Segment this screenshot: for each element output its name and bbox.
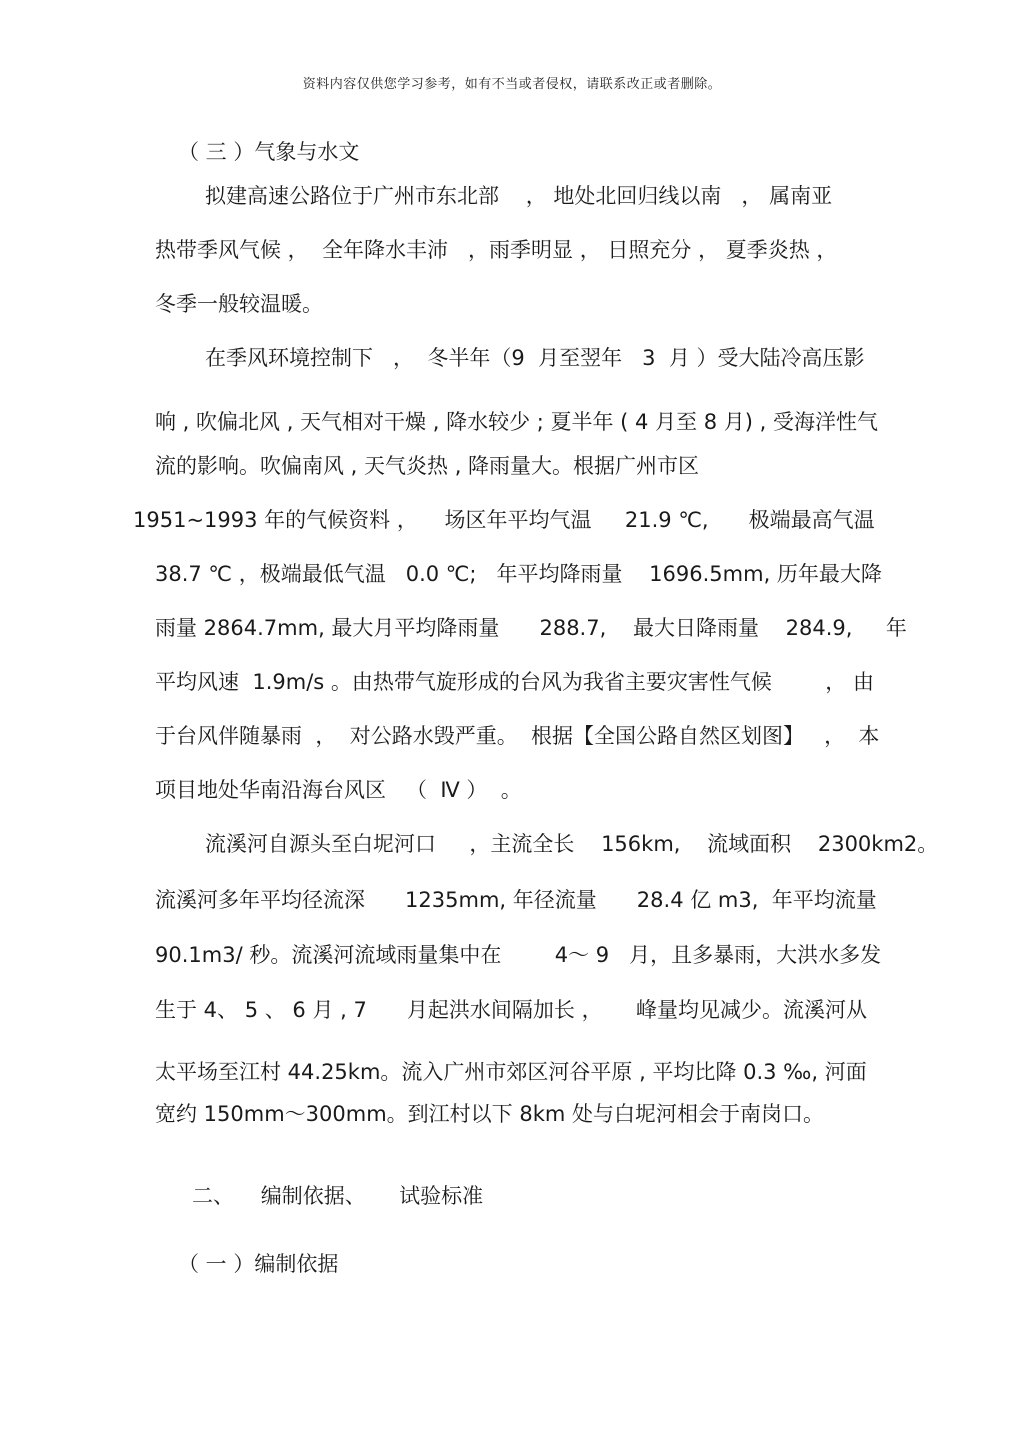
paragraph-line: 雨量 2864.7mm, 最大月平均降雨量 288.7, 最大日降雨量 284.9, 年: [155, 616, 907, 640]
paragraph-line: 90.1m3/ 秒。流溪河流域雨量集中在 4～ 9 月，且多暴雨，大洪水多发: [155, 943, 882, 967]
paragraph-line: 流溪河自源头至白坭河口 ，主流全长 156km, 流域面积 2300km2。: [205, 832, 939, 856]
paragraph-line: 于台风伴随暴雨 ， 对公路水毁严重。 根据【全国公路自然区划图】 ， 本: [155, 724, 880, 748]
paragraph-line: 太平场至江村 44.25km。流入广州市郊区河谷平原 , 平均比降 0.3 ‰, 河面: [155, 1060, 867, 1084]
paragraph-line: 流溪河多年平均径流深 1235mm, 年径流量 28.4 亿 m3, 年平均流量: [155, 888, 877, 912]
paragraph-line: 项目地处华南沿海台风区 （ Ⅳ ） 。: [155, 778, 522, 802]
paragraph-line: 热带季风气候 ， 全年降水丰沛 ，雨季明显 ， 日照充分 ， 夏季炎热 ，: [155, 238, 838, 262]
paragraph-line: 平均风速 1.9m/s 。由热带气旋形成的台风为我省主要灾害性气候 ， 由: [155, 670, 874, 694]
paragraph-line: 38.7 ℃ ，极端最低气温 0.0 ℃; 年平均降雨量 1696.5mm, 历年最大降: [155, 562, 882, 586]
subsection-title-basis: （ 一 ）编制依据: [178, 1252, 339, 1276]
disclaimer-header: 资料内容仅供您学习参考，如有不当或者侵权，请联系改正或者删除。: [302, 77, 722, 92]
section-title-basis: 二、 编制依据、 试验标准: [192, 1184, 484, 1208]
paragraph-line: 拟建高速公路位于广州市东北部 ， 地处北回归线以南 ， 属南亚: [205, 184, 833, 208]
paragraph-line: 1951~1993 年的气候资料 ， 场区年平均气温 21.9 ℃, 极端最高气温: [133, 508, 875, 532]
paragraph-line: 响 , 吹偏北风 , 天气相对干燥 , 降水较少 ; 夏半年 ( 4 月至 8 月) , 受海洋性气: [155, 410, 879, 434]
paragraph-line: 生于 4、 5 、 6 月 , 7 月起洪水间隔加长 ， 峰量均见减少。流溪河从: [155, 998, 867, 1022]
paragraph-line: 冬季一般较温暖。: [155, 292, 323, 316]
paragraph-line: 流的影响。吹偏南风 , 天气炎热 , 降雨量大。根据广州市区: [155, 454, 700, 478]
paragraph-line: 宽约 150mm～300mm。到江村以下 8km 处与白坭河相会于南岗口。: [155, 1102, 824, 1126]
paragraph-line: 在季风环境控制下 ， 冬半年（9 月至翌年 3 月 ）受大陆冷高压影: [205, 346, 865, 370]
section-title-weather: （ 三 ）气象与水文: [178, 140, 360, 164]
